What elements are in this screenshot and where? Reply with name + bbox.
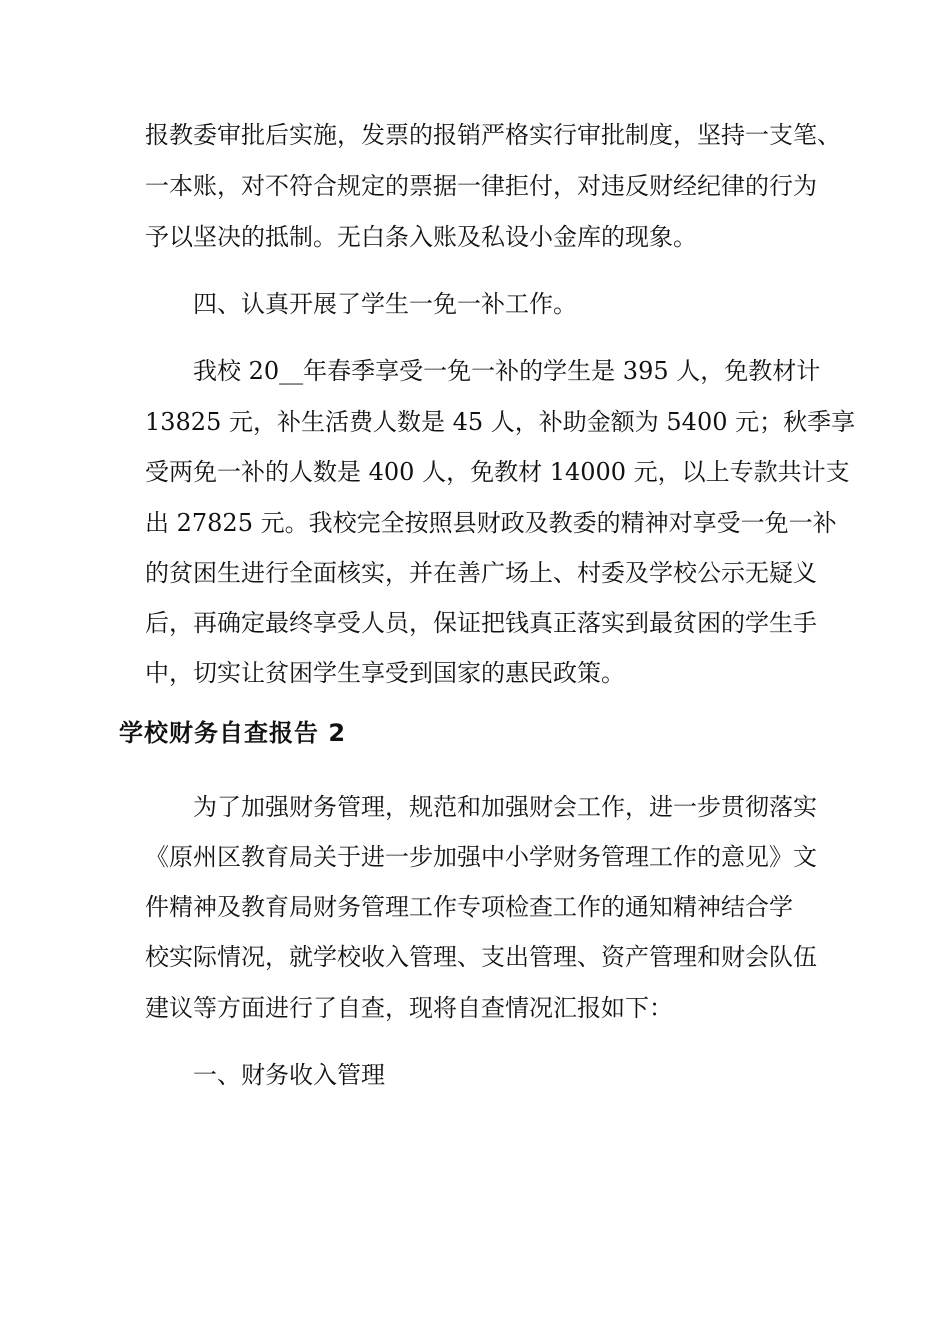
paragraph-line: 后，再确定最终享受人员，保证把钱真正落实到最贫困的学生手 [145, 609, 817, 637]
paragraph-line: 的贫困生进行全面核实，并在善广场上、村委及学校公示无疑义 [145, 559, 817, 587]
paragraph-line: 中，切实让贫困学生享受到国家的惠民政策。 [145, 659, 625, 687]
paragraph-line: 报教委审批后实施，发票的报销严格实行审批制度，坚持一支笔、 [145, 121, 841, 149]
paragraph-line: 为了加强财务管理，规范和加强财会工作，进一步贯彻落实 [193, 793, 817, 821]
paragraph-line: 件精神及教育局财务管理工作专项检查工作的通知精神结合学 [145, 893, 793, 921]
paragraph-line: 13825 元，补生活费人数是 45 人，补助金额为 5400 元；秋季享 [145, 408, 856, 436]
section-heading-one: 一、财务收入管理 [193, 1061, 385, 1089]
paragraph-line: 建议等方面进行了自查，现将自查情况汇报如下： [145, 994, 673, 1022]
paragraph-line: 出 27825 元。我校完全按照县财政及教委的精神对享受一免一补 [145, 509, 837, 537]
section-heading-four: 四、认真开展了学生一免一补工作。 [193, 290, 577, 318]
paragraph-line: 校实际情况，就学校收入管理、支出管理、资产管理和财会队伍 [145, 943, 817, 971]
paragraph-line: 一本账，对不符合规定的票据一律拒付，对违反财经纪律的行为 [145, 172, 817, 200]
paragraph-line: 《原州区教育局关于进一步加强中小学财务管理工作的意见》文 [145, 843, 817, 871]
paragraph-line: 予以坚决的抵制。无白条入账及私设小金库的现象。 [145, 223, 697, 251]
report-title: 学校财务自查报告 2 [119, 719, 347, 747]
paragraph-line: 我校 20__年春季享受一免一补的学生是 395 人，免教材计 [193, 357, 821, 385]
paragraph-line: 受两免一补的人数是 400 人，免教材 14000 元，以上专款共计支 [145, 458, 850, 486]
